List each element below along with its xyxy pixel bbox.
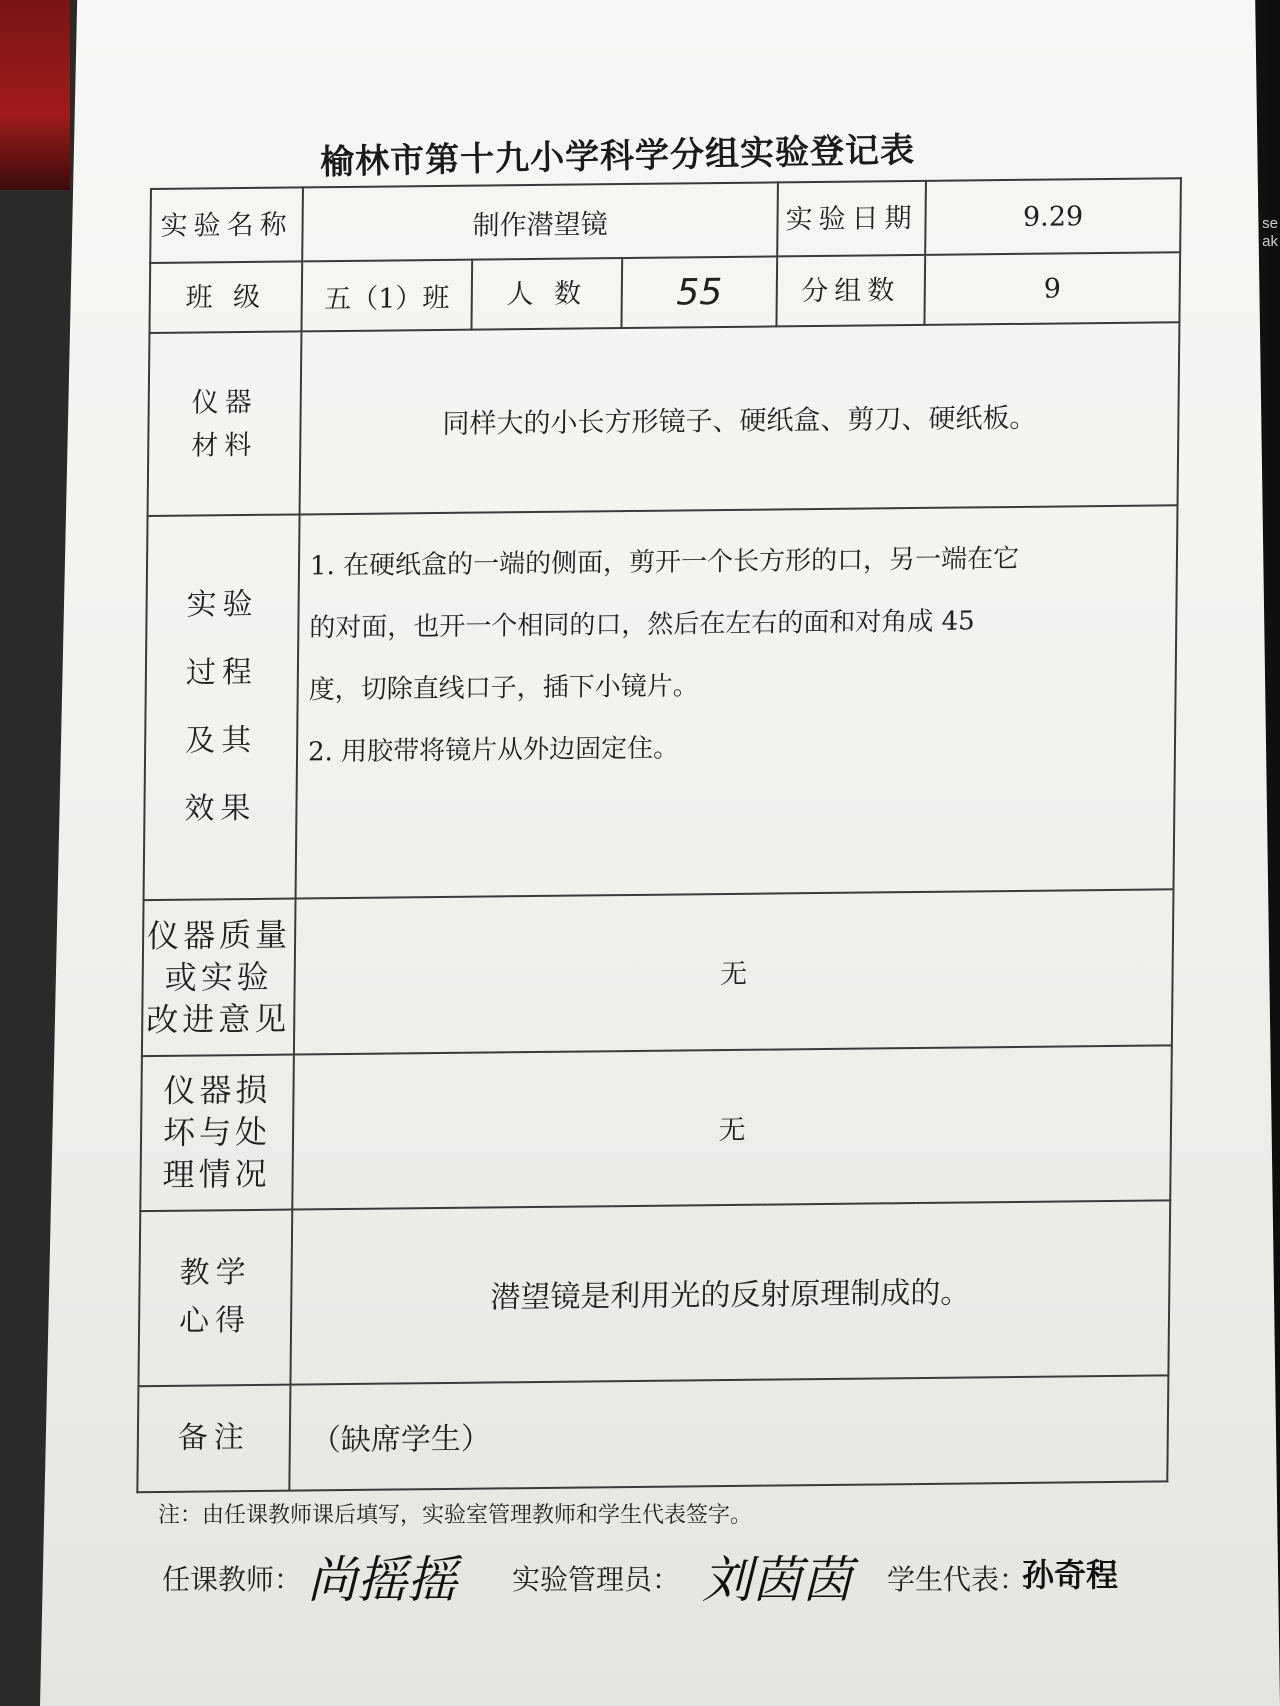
background-text: se ak bbox=[1262, 215, 1278, 250]
remarks-value: （缺席学生） bbox=[289, 1375, 1168, 1490]
background-red-object bbox=[0, 0, 70, 190]
damage-label: 仪器损 坏与处 理情况 bbox=[140, 1054, 294, 1211]
process-value bbox=[296, 505, 1178, 899]
row-class-info bbox=[149, 253, 1180, 334]
signature-row bbox=[162, 1540, 1162, 1630]
teacher-label: 任课教师： bbox=[162, 1563, 303, 1596]
footer-note: 注：由任课教师课后填写，实验室管理教师和学生代表签字。 bbox=[158, 1503, 753, 1528]
row-insight bbox=[138, 1200, 1170, 1386]
row-materials bbox=[148, 323, 1180, 516]
materials-label: 仪器 材料 bbox=[148, 332, 302, 516]
class-value: 五（1）班 bbox=[301, 260, 472, 332]
remarks-label: 备注 bbox=[137, 1384, 290, 1492]
row-remarks bbox=[137, 1375, 1168, 1492]
count-label: 人 数 bbox=[471, 258, 622, 330]
quality-value: 无 bbox=[294, 890, 1174, 1054]
groups-value: 9 bbox=[924, 253, 1180, 326]
student-signature: 孙奇程 bbox=[1022, 1556, 1119, 1594]
insight-label: 教学 心得 bbox=[138, 1209, 292, 1386]
quality-label: 仪器质量 或实验 改进意见 bbox=[142, 899, 296, 1056]
form-title: 榆林市第十九小学科学分组实验登记表 bbox=[319, 130, 916, 183]
row-experiment-name bbox=[150, 178, 1181, 263]
admin-signature: 刘茵茵 bbox=[702, 1551, 852, 1609]
admin-label: 实验管理员： bbox=[512, 1563, 681, 1596]
insight-value: 潜望镜是利用光的反射原理制成的。 bbox=[290, 1200, 1170, 1384]
experiment-date-value: 9.29 bbox=[925, 178, 1181, 255]
row-damage bbox=[140, 1045, 1172, 1211]
count-value: 55 bbox=[621, 257, 777, 329]
row-process bbox=[144, 505, 1178, 900]
groups-label: 分组数 bbox=[776, 255, 925, 327]
process-step-1b: 的对面，也开一个相同的口，然后在左右的面和对角成 45 bbox=[309, 606, 975, 644]
experiment-date-label: 实验日期 bbox=[777, 181, 926, 257]
teacher-signature: 尚摇摇 bbox=[307, 1551, 457, 1609]
damage-value: 无 bbox=[292, 1045, 1172, 1209]
experiment-form-table bbox=[136, 177, 1182, 1493]
experiment-name-value: 制作潜望镜 bbox=[302, 182, 778, 261]
process-label: 实验 过程 及其 效果 bbox=[144, 514, 300, 900]
row-quality bbox=[142, 890, 1174, 1056]
class-label: 班 级 bbox=[149, 262, 302, 334]
experiment-name-label: 实验名称 bbox=[150, 187, 303, 263]
process-step-1a: 1. 在硬纸盒的一端的侧面，剪开一个长方形的口，另一端在它 bbox=[309, 543, 1020, 582]
student-label: 学生代表： bbox=[887, 1563, 1028, 1596]
process-step-2: 2. 用胶带将镜片从外边固定住。 bbox=[307, 733, 680, 768]
materials-value: 同样大的小长方形镜子、硬纸盒、剪刀、硬纸板。 bbox=[300, 323, 1180, 515]
process-step-1c: 度，切除直线口子，插下小镜片。 bbox=[308, 671, 699, 706]
